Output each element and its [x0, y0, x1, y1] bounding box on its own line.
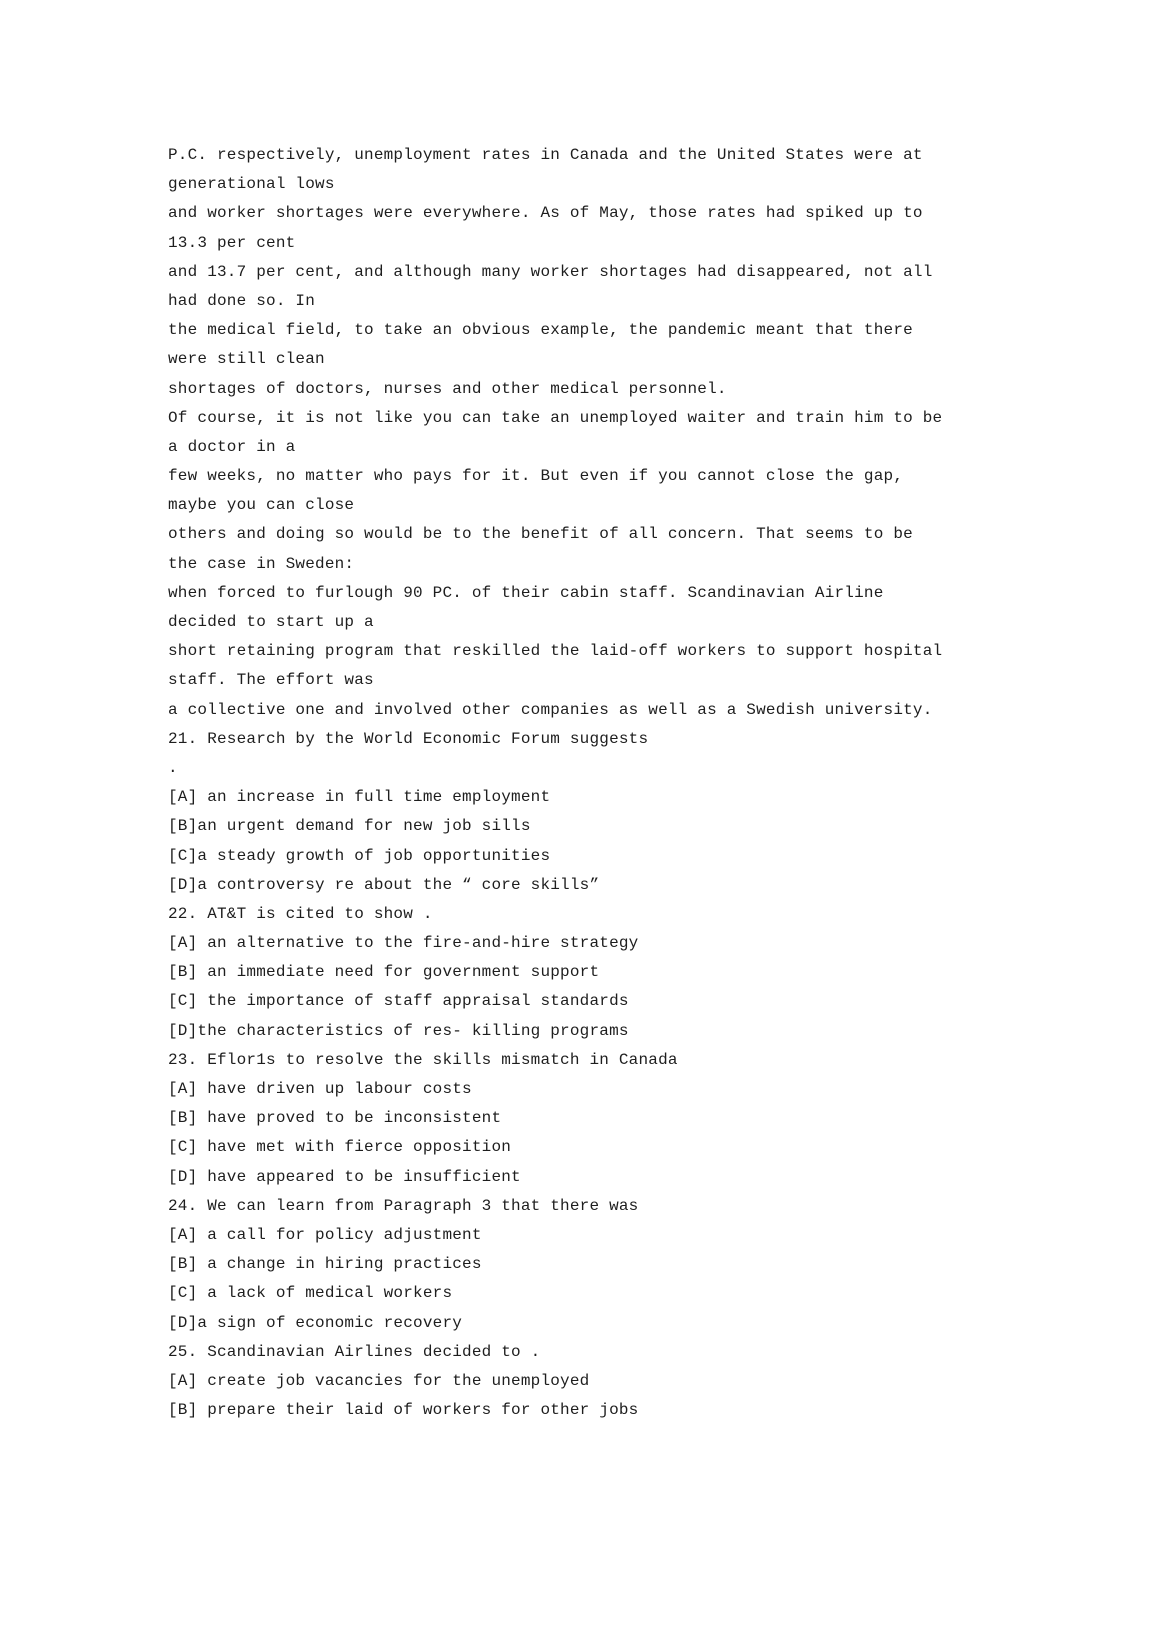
passage-line: 13.3 per cent — [168, 233, 296, 252]
answer-option: [C] have met with fierce opposition — [168, 1138, 512, 1157]
answer-option: [D] have appeared to be insufficient — [168, 1167, 521, 1186]
passage-line: maybe you can close — [168, 496, 355, 515]
passage-line: Of course, it is not like you can take an unemployed waiter and train him to be — [168, 408, 943, 427]
passage-line: others and doing so would be to the benefit of all concern. That seems to be — [168, 525, 913, 544]
passage-line: and 13.7 per cent, and although many worker shortages had disappeared, not all — [168, 262, 933, 281]
answer-option: [A] create job vacancies for the unemployed — [168, 1371, 590, 1390]
passage-line: staff. The effort was — [168, 671, 374, 690]
answer-option: [A] an increase in full time employment — [168, 788, 551, 807]
answer-option: [A] an alternative to the fire-and-hire strategy — [168, 934, 639, 953]
answer-option: [C]a steady growth of job opportunities — [168, 846, 551, 865]
passage-line: when forced to furlough 90 PC. of their cabin staff. Scandinavian Airline — [168, 583, 884, 602]
passage-line: a collective one and involved other companies as well as a Swedish university. — [168, 700, 933, 719]
passage-line: a doctor in a — [168, 437, 296, 456]
passage-line: had done so. In — [168, 291, 316, 310]
answer-option: [A] a call for policy adjustment — [168, 1225, 482, 1244]
question-stem: 23. Eflor1s to resolve the skills mismatch in Canada — [168, 1050, 678, 1069]
answer-option: [A] have driven up labour costs — [168, 1080, 472, 1098]
passage-line: and worker shortages were everywhere. As of May, those rates had spiked up to — [168, 204, 923, 223]
passage-line: were still clean — [168, 350, 325, 369]
question-stem: 25. Scandinavian Airlines decided to . — [168, 1342, 541, 1361]
answer-option: [B] prepare their laid of workers for other jobs — [168, 1401, 639, 1420]
question-stem: . — [168, 758, 178, 777]
answer-option: [B]an urgent demand for new job sills — [168, 817, 531, 836]
passage-line: shortages of doctors, nurses and other medical personnel. — [168, 379, 727, 398]
passage-line: the medical field, to take an obvious example, the pandemic meant that there — [168, 321, 913, 340]
passage-line: P.C. respectively, unemployment rates in Canada and the United States were at — [168, 146, 923, 164]
question-stem: 24. We can learn from Paragraph 3 that there was — [168, 1196, 639, 1215]
question-stem: 22. AT&T is cited to show . — [168, 904, 433, 923]
answer-option: [D]a sign of economic recovery — [168, 1313, 463, 1332]
document-body — [168, 141, 1048, 1425]
answer-option: [D]a controversy re about the “ core skills” — [168, 875, 600, 894]
answer-option: [B] an immediate need for government support — [168, 963, 600, 982]
answer-option: [C] the importance of staff appraisal standards — [168, 992, 629, 1011]
passage-line: generational lows — [168, 175, 335, 194]
answer-option: [C] a lack of medical workers — [168, 1284, 453, 1303]
question-stem: 21. Research by the World Economic Forum suggests — [168, 729, 649, 748]
passage-line: few weeks, no matter who pays for it. But even if you cannot close the gap, — [168, 467, 904, 486]
answer-option: [D]the characteristics of res- killing programs — [168, 1021, 629, 1040]
passage-line: short retaining program that reskilled the laid-off workers to support hospital — [168, 642, 943, 661]
answer-option: [B] have proved to be inconsistent — [168, 1109, 502, 1128]
answer-option: [B] a change in hiring practices — [168, 1255, 482, 1274]
passage-line: the case in Sweden: — [168, 554, 355, 573]
passage-line: decided to start up a — [168, 613, 374, 631]
